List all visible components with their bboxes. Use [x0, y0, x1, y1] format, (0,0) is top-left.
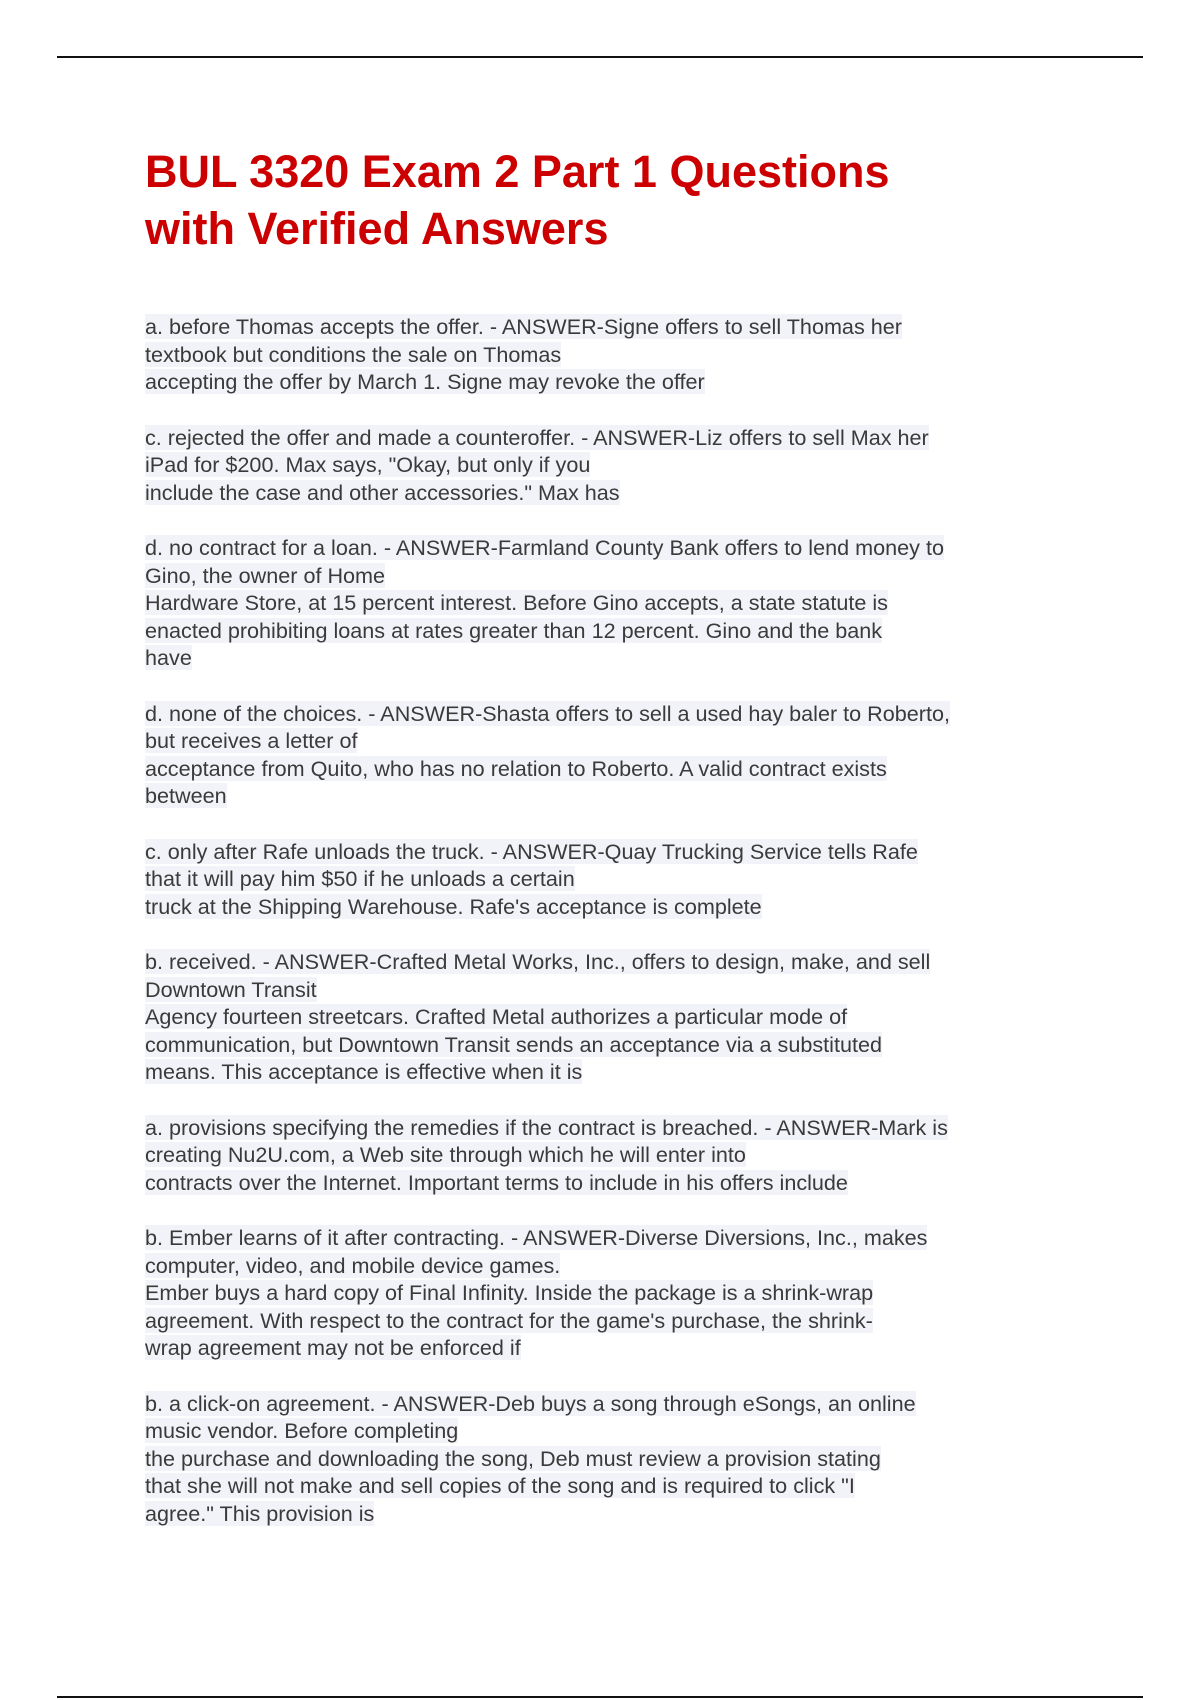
item-text-line [145, 368, 1080, 396]
item-text-line [145, 424, 1080, 452]
item-text: that it will pay him $50 if he unloads a certain [145, 866, 575, 891]
item-text-line [145, 1417, 1080, 1445]
title-line: BUL 3320 Exam 2 Part 1 Questions [145, 146, 890, 197]
question-answer-item [145, 1390, 1080, 1528]
item-text: d. none of the choices. - ANSWER-Shasta offers to sell a used hay baler to Roberto, [145, 700, 950, 726]
item-text-line [145, 782, 1080, 810]
item-text: but receives a letter of [145, 728, 358, 753]
question-answer-item [145, 313, 1080, 396]
item-text: d. no contract for a loan. - ANSWER-Farmland County Bank offers to lend money to [145, 535, 944, 560]
question-answer-item [145, 534, 1080, 672]
item-text-line [145, 1114, 1080, 1142]
question-answer-list [145, 313, 1080, 1527]
item-text-line [145, 451, 1080, 479]
item-text: means. This acceptance is effective when it is [145, 1059, 583, 1084]
item-text: Hardware Store, at 15 percent interest. Before Gino accepts, a state statute is [145, 590, 888, 615]
item-text: iPad for $200. Max says, "Okay, but only if you [145, 452, 591, 477]
item-text: b. a click-on agreement. - ANSWER-Deb buys a song through eSongs, an online [145, 1390, 916, 1416]
item-text: truck at the Shipping Warehouse. Rafe's acceptance is complete [145, 893, 762, 919]
item-text-line [145, 1500, 1080, 1528]
item-text-line [145, 1472, 1080, 1500]
item-text-line [145, 479, 1080, 507]
item-text-line [145, 1058, 1080, 1086]
item-text-line [145, 313, 1080, 341]
title-line: with Verified Answers [145, 203, 609, 254]
item-text-line [145, 1031, 1080, 1059]
item-text-line [145, 865, 1080, 893]
question-answer-item [145, 700, 1080, 810]
item-text-line [145, 1224, 1080, 1252]
item-text: creating Nu2U.com, a Web site through which he will enter into [145, 1142, 746, 1167]
item-text: between [145, 783, 227, 808]
item-text-line [145, 1279, 1080, 1307]
item-text: c. only after Rafe unloads the truck. - ANSWER-Quay Trucking Service tells Rafe [145, 838, 918, 864]
item-text: accepting the offer by March 1. Signe may revoke the offer [145, 369, 705, 394]
item-text: textbook but conditions the sale on Thomas [145, 341, 562, 367]
document-title [145, 143, 1080, 257]
question-answer-item [145, 838, 1080, 921]
item-text: Downtown Transit [145, 976, 317, 1002]
top-rule [57, 56, 1143, 58]
item-text-line [145, 1141, 1080, 1169]
document-body [145, 143, 1080, 1555]
item-text: contracts over the Internet. Important terms to include in his offers include [145, 1169, 848, 1195]
bottom-rule [57, 1696, 1143, 1698]
item-text: acceptance from Quito, who has no relation to Roberto. A valid contract exists [145, 755, 887, 781]
item-text: a. before Thomas accepts the offer. - ANSWER-Signe offers to sell Thomas her [145, 314, 902, 339]
item-text-line [145, 727, 1080, 755]
question-answer-item [145, 424, 1080, 507]
item-text-line [145, 1445, 1080, 1473]
item-text: agree." This provision is [145, 1500, 375, 1526]
item-text-line [145, 617, 1080, 645]
item-text: c. rejected the offer and made a counteroffer. - ANSWER-Liz offers to sell Max her [145, 424, 929, 450]
item-text: Agency fourteen streetcars. Crafted Metal authorizes a particular mode of [145, 1004, 848, 1029]
item-text-line [145, 700, 1080, 728]
item-text: that she will not make and sell copies of the song and is required to click "I [145, 1473, 855, 1498]
item-text-line [145, 644, 1080, 672]
item-text-line [145, 562, 1080, 590]
question-answer-item [145, 1224, 1080, 1362]
item-text: b. Ember learns of it after contracting. - ANSWER-Diverse Diversions, Inc., makes [145, 1225, 928, 1250]
item-text: Ember buys a hard copy of Final Infinity. Inside the package is a shrink-wrap [145, 1280, 874, 1305]
item-text-line [145, 1307, 1080, 1335]
item-text: b. received. - ANSWER-Crafted Metal Works, Inc., offers to design, make, and sell [145, 949, 931, 974]
item-text-line [145, 1252, 1080, 1280]
item-text: communication, but Downtown Transit sends an acceptance via a substituted [145, 1031, 882, 1057]
question-answer-item [145, 1114, 1080, 1197]
item-text-line [145, 838, 1080, 866]
item-text: enacted prohibiting loans at rates greater than 12 percent. Gino and the bank [145, 617, 883, 643]
item-text-line [145, 948, 1080, 976]
item-text: Gino, the owner of Home [145, 562, 386, 588]
item-text-line [145, 1390, 1080, 1418]
item-text-line [145, 1003, 1080, 1031]
item-text-line [145, 1334, 1080, 1362]
item-text-line [145, 755, 1080, 783]
item-text: agreement. With respect to the contract for the game's purchase, the shrink- [145, 1307, 873, 1333]
item-text-line [145, 976, 1080, 1004]
item-text: the purchase and downloading the song, Deb must review a provision stating [145, 1445, 881, 1471]
item-text: have [145, 645, 192, 670]
item-text-line [145, 341, 1080, 369]
item-text: music vendor. Before completing [145, 1418, 459, 1443]
item-text: a. provisions specifying the remedies if the contract is breached. - ANSWER-Mark is [145, 1114, 948, 1140]
item-text-line [145, 589, 1080, 617]
question-answer-item [145, 948, 1080, 1086]
item-text-line [145, 893, 1080, 921]
item-text-line [145, 534, 1080, 562]
item-text-line [145, 1169, 1080, 1197]
item-text: computer, video, and mobile device games. [145, 1252, 561, 1278]
item-text: wrap agreement may not be enforced if [145, 1335, 521, 1360]
item-text: include the case and other accessories." Max has [145, 479, 620, 505]
